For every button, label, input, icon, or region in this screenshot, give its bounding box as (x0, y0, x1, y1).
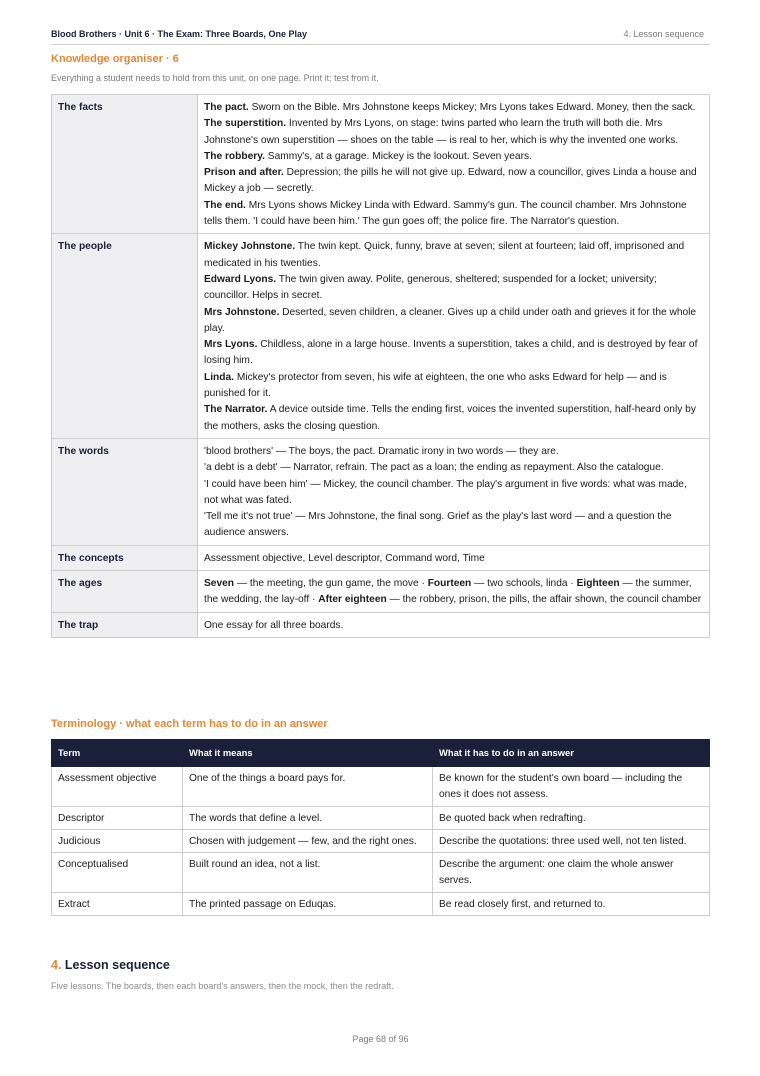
section-subtitle: Five lessons. The boards, then each board's answers, then the mock, then the redraft. (51, 981, 394, 991)
table-row (52, 892, 710, 915)
ko-row-content (198, 438, 710, 545)
table-row (52, 806, 710, 829)
person-text: A device outside time. Tells the ending first, voices the invented superstition, half-heard only by the mothers, asks the closing question. (204, 404, 696, 432)
age-text: — the meeting, the gun game, the move · (234, 578, 428, 590)
ko-row-concepts (52, 545, 710, 570)
column-header-term: Term (52, 740, 183, 767)
terminology-table (51, 739, 710, 916)
answer-role-cell: Describe the quotations: three used well, not ten listed. (433, 829, 710, 852)
header-unit-title: Blood Brothers · Unit 6 · The Exam: Three Boards, One Play (51, 29, 308, 39)
person-name: The Narrator. (204, 404, 268, 416)
age-text: — the summer, the wedding, the lay-off · (204, 578, 692, 606)
fact-entry (204, 116, 703, 149)
ko-row-content (198, 571, 710, 613)
person-name: Mickey Johnstone. (204, 241, 296, 253)
fact-text: Sworn on the Bible. Mrs Johnstone keeps Mickey; Mrs Lyons takes Edward. Money, then the sack. (248, 102, 696, 113)
person-entry (204, 272, 703, 305)
fact-entry (204, 165, 703, 198)
column-header-meaning: What it means (183, 740, 433, 767)
ko-row-content: One essay for all three boards. (198, 612, 710, 637)
ko-row-content (198, 95, 710, 234)
meaning-cell: The printed passage on Eduqas. (183, 892, 433, 915)
running-header (51, 28, 710, 45)
terminology-header-row (52, 740, 710, 767)
fact-lead: The robbery. (204, 150, 265, 162)
fact-lead: The superstition. (204, 118, 287, 130)
meaning-cell: Built round an idea, not a list. (183, 853, 433, 893)
ko-row-content (198, 234, 710, 439)
section-title: Lesson sequence (64, 958, 170, 972)
age-text: — the robbery, prison, the pills, the affair shown, the council chamber (386, 594, 702, 606)
header-section-label: 4. Lesson sequence (623, 29, 704, 39)
fact-entry (204, 100, 703, 116)
fact-entry (204, 149, 703, 165)
quotation-entry: 'a debt is a debt' — Narrator, refrain. The pact as a loan; the ending as repayment. Also the catalogue. (204, 462, 664, 474)
person-entry (204, 239, 703, 272)
person-entry (204, 305, 703, 338)
section-heading (51, 958, 170, 972)
ko-row-label: The trap (52, 612, 198, 637)
fact-lead: Prison and after. (204, 167, 284, 179)
knowledge-organiser-table (51, 94, 710, 638)
fact-text: Depression; the pills he will not give up. Edward, now a councillor, gives Linda a house and Mickey a job — secretly. (204, 167, 697, 195)
answer-role-cell: Be read closely first, and returned to. (433, 892, 710, 915)
term-cell: Judicious (52, 829, 183, 852)
meaning-cell: The words that define a level. (183, 806, 433, 829)
table-row (52, 829, 710, 852)
ko-row-label: The people (52, 234, 198, 439)
person-text: Deserted, seven children, a cleaner. Gives up a child under oath and grieves it for the whole play. (204, 306, 697, 334)
term-cell: Assessment objective (52, 767, 183, 807)
person-name: Edward Lyons. (204, 273, 277, 285)
age-text: — two schools, linda · (471, 578, 577, 590)
fact-lead: The pact. (204, 102, 249, 113)
ko-row-label: The words (52, 438, 198, 545)
person-name: Mrs Lyons. (204, 339, 258, 351)
ko-row-people (52, 234, 710, 439)
knowledge-organiser-subtitle: Everything a student needs to hold from this unit, on one page. Print it; test from it. (51, 73, 379, 83)
term-cell: Extract (52, 892, 183, 915)
person-text: The twin kept. Quick, funny, brave at seven; silent at fourteen; laid off, imprisoned and medicated in his twenties. (204, 241, 685, 269)
age-label: Eighteen (576, 578, 620, 590)
meaning-cell: Chosen with judgement — few, and the right ones. (183, 829, 433, 852)
meaning-cell: One of the things a board pays for. (183, 767, 433, 807)
ko-row-label: The concepts (52, 545, 198, 570)
ko-row-words (52, 438, 710, 545)
fact-text: Mrs Lyons shows Mickey Linda with Edward. Sammy's gun. The council chamber. Mrs Johnstone tells them. 'I could have been him.' The gun goes off; the police fire. The Narrator's question. (204, 199, 687, 228)
quotation-entry: 'Tell me it's not true' — Mrs Johnstone, the final song. Grief as the play's last word — and a question the audience answers. (204, 511, 672, 539)
knowledge-organiser-title: Knowledge organiser · 6 (51, 53, 179, 65)
person-text: Childless, alone in a large house. Invents a superstition, takes a child, and is destroyed by fear of losing him. (204, 339, 698, 367)
terminology-title: Terminology · what each term has to do in an answer (51, 718, 328, 730)
person-entry (204, 370, 703, 403)
age-label: Fourteen (427, 578, 472, 590)
ko-row-trap (52, 612, 710, 637)
fact-text: Invented by Mrs Lyons, on stage: twins parted who learn the truth will both die. Mrs Johnstone's own superstition — shoes on the table — is real to her, which is why the invented one works. (204, 118, 679, 146)
column-header-answer-role: What it has to do in an answer (433, 740, 710, 767)
person-text: Mickey's protector from seven, his wife at eighteen, the one who asks Edward for help — and is punished for it. (204, 371, 667, 400)
section-number: 4. (51, 958, 62, 972)
term-cell: Descriptor (52, 806, 183, 829)
ko-row-content: Assessment objective, Level descriptor, Command word, Time (198, 545, 710, 570)
age-label: Seven (204, 578, 235, 590)
term-cell: Conceptualised (52, 853, 183, 893)
person-name: Mrs Johnstone. (204, 306, 280, 318)
answer-role-cell: Be quoted back when redrafting. (433, 806, 710, 829)
table-row (52, 767, 710, 807)
fact-text: Sammy's, at a garage. Mickey is the lookout. Seven years. (264, 150, 532, 162)
age-label: After eighteen (318, 594, 387, 606)
fact-entry (204, 198, 703, 231)
person-entry (204, 402, 703, 435)
answer-role-cell: Be known for the student's own board — including the ones it does not assess. (433, 767, 710, 807)
person-text: The twin given away. Polite, generous, sheltered; suspended for a locket; university; councillor. Helps in secret. (204, 273, 657, 302)
answer-role-cell: Describe the argument: one claim the whole answer serves. (433, 853, 710, 893)
table-row (52, 853, 710, 893)
fact-lead: The end. (204, 199, 246, 211)
ko-row-label: The ages (52, 571, 198, 613)
person-name: Linda. (204, 371, 234, 383)
person-entry (204, 337, 703, 370)
ko-row-facts (52, 95, 710, 234)
page-number: Page 68 of 96 (352, 1034, 409, 1044)
quotation-entry: 'blood brothers' — The boys, the pact. Dramatic irony in two words — they are. (204, 445, 559, 457)
ko-row-ages (52, 571, 710, 613)
ko-row-label: The facts (52, 95, 198, 234)
quotation-entry: 'I could have been him' — Mickey, the council chamber. The play's argument in five words: what was made, not what was fated. (204, 478, 687, 506)
